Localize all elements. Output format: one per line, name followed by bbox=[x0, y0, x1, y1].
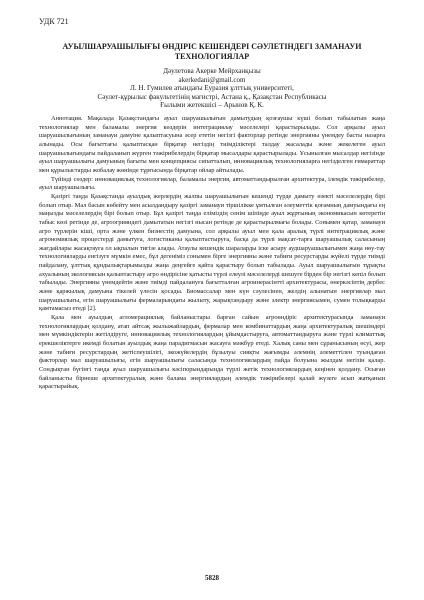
affiliation-line-1: Л. Н. Гумилев атындағы Еуразия ұлттық университеті, bbox=[130, 84, 294, 93]
body-paragraph-1: Қазіргі таңда Қазақстанда ауылдық жерлердің жалпы шаруашылығын кешенді түрде дамыту өзекті мәселелердің бірі болып отыр. Мал басын көбейту мен асылдандыру қазіргі заманауи тіршілікке ұмтылған әлеуметтік қоғамның дамуындағы ең маңызды мәселелердің бірі болып отыр. Бұл қазіргі таңда еліміздің сенім шіпіңде ауыл жұртының экономикасын көтеретін табыс көзі ретінде де, агроогрияндегі дамытатын негізгі нысан ретінде де қарастырылмағы болады. Сонымен қатар, заманауи агро түрлерін кіші, орта және үлкен бизнестің дамуына, сол арқылы ауыл мен қала аралық түрлі интеграциялық және агрономиялық процестерді дамытуға, логистиканы қалыптастыруға, басқа да түрлі мақсат-тарға шаруашылық саласының жағдайлары жасақтауға ол ықпалын тигізе алады. Атаулы кешендік шараларды іске асыру аудшаруашылығымен жаңа нөу-тау технологияларды енгізуге мүмкін емес, бұл дегеніміз сонымен бірге энергияны және табиғи ресурстарды жүйелі түрде тиімді пайдалану, ұлттық құндылықтарымызды жаңа деңгейге қайта қарастыру болып табылады. Ауыл шаруашылығын тұрақты ахуалының экологиясын қалыптастыру агро өндірісіне қатысты түрлі елеулі мәселелерді шешуге бірден бір негізгі кепіл болып табылады. Энергияны үнемдейтін және тиімді пайдалануға бағытталған агроинерасінтті архитектурасы, өнеркәсіптің дербес және қаржылық дамуына тікелей үлесін қосады. Биомассалар мен күн сәулесінен, желдің алынатын энергиялар мал шаруашылығы, егін шаруашылығы фермаларындағы жылыту, жарықтандыру және электр энергиясымен, сумен толықкарды қамтамасыз етеді [2]. bbox=[39, 192, 385, 313]
author-email-link[interactable]: akerkedani@gmail.com bbox=[178, 75, 246, 84]
keywords-paragraph: Түйінді сөздер: инновациялық технологиялар, баламалы энергия, автоматтандырылған архитектура, ілемдік тәжірибелер, ауыл шаруашылығы. bbox=[39, 175, 385, 192]
paper-title bbox=[39, 42, 385, 61]
abstract-paragraph: Аннотация. Мақалада Қазақстандағы ауыл шаруашылығын дамытудың қозғаушы күші болып табылатын жаңа технологиялар мен баламалы энергия көздерін интеграциялау мәселелері қарастырылады. Сол арқылы ауыл шаруашылығының заманауи дамуіне қалыптасуына әсер ететін негізгі факторлар ретінде энергияны үнемдеу басты назарға алынады. Осы бағыттағы қалыптасқан бірқатар негіздің тиімділіктері талдау жасалады және жекелеген ауыл шаруашылығындағы пайдаланып жүрген тәжірибелердің бірқатар мысалдары қарастырылады. Ұсынылған мысалдар негізінде ауыл шаруашылығы дамуының бағыты мен концепциясы сипатталып, инновациялық технологияларға негізделген ғимараттар мен құрылыстарды жобалау жөнінде тұрғысында бірқатар ойлар айтылады. bbox=[39, 114, 385, 174]
body-paragraph-2: Қала мен ауылдың агломерациялық байланыстары барған сайын агроөндіріс архитектурасында заманауи технологиялардың қолдану, атап айтсақ жылыжайлардың, фермалар мен комбинаттардың жаңа архитектуралық шешімдері мен мүмкіндіктерін жетілдіруге, инновациялық технологиялардың ұйымдастыруға, автоматтандыруға және түрлі климаттық ерекшеліктерге икемді болатын ауылдық жаңа парадигмасын жасауға мәжбүр етеді. Халық саны мен сұранысының өсуі, жер және табиғи ресурстардың жетіспеушілігі, экожүйелердің бұзылуы сияқты жағымды әлемнің әлеметтілен туындаған факторлар мал шаруашылығы, егін шаруашылығы саласында технологиялардың пайда болуына жылдам негізін қалар. Сондықтан бүгінгі таңда ауыл шаруашылығы кәсіпорындарында түрлі жетік технологиялардың кеңінен қолдану. Осыған байланысты бірнеше архитектуралық және балама энергиялардың әлемдік тәжірибелері қалай жүзеге асып жатқанын қарастырайық. bbox=[39, 314, 385, 391]
title-line-2: ТЕХНОЛОГИЯЛАР bbox=[174, 51, 250, 61]
title-line-1: АУЫЛШАРУАШЫЛЫҒЫ ӨНДІРІС КЕШЕНДЕРІ СӘУЛЕТІНДЕГІ ЗАМАНАУИ bbox=[62, 42, 362, 51]
supervisor: Ғылыми жетекшісі – Арынов Қ. К. bbox=[160, 101, 264, 110]
article-body bbox=[39, 115, 385, 392]
author-block bbox=[39, 67, 385, 110]
udk-code: УДК 721 bbox=[39, 17, 69, 26]
author-name: Дәулетова Акерке Мейрханқызы bbox=[163, 67, 261, 75]
page-number: 5828 bbox=[205, 574, 219, 582]
affiliation-line-2: Сәулет-құрылыс факультетінің магистрі, Астана қ., Қазақстан Республикасы bbox=[97, 92, 327, 101]
